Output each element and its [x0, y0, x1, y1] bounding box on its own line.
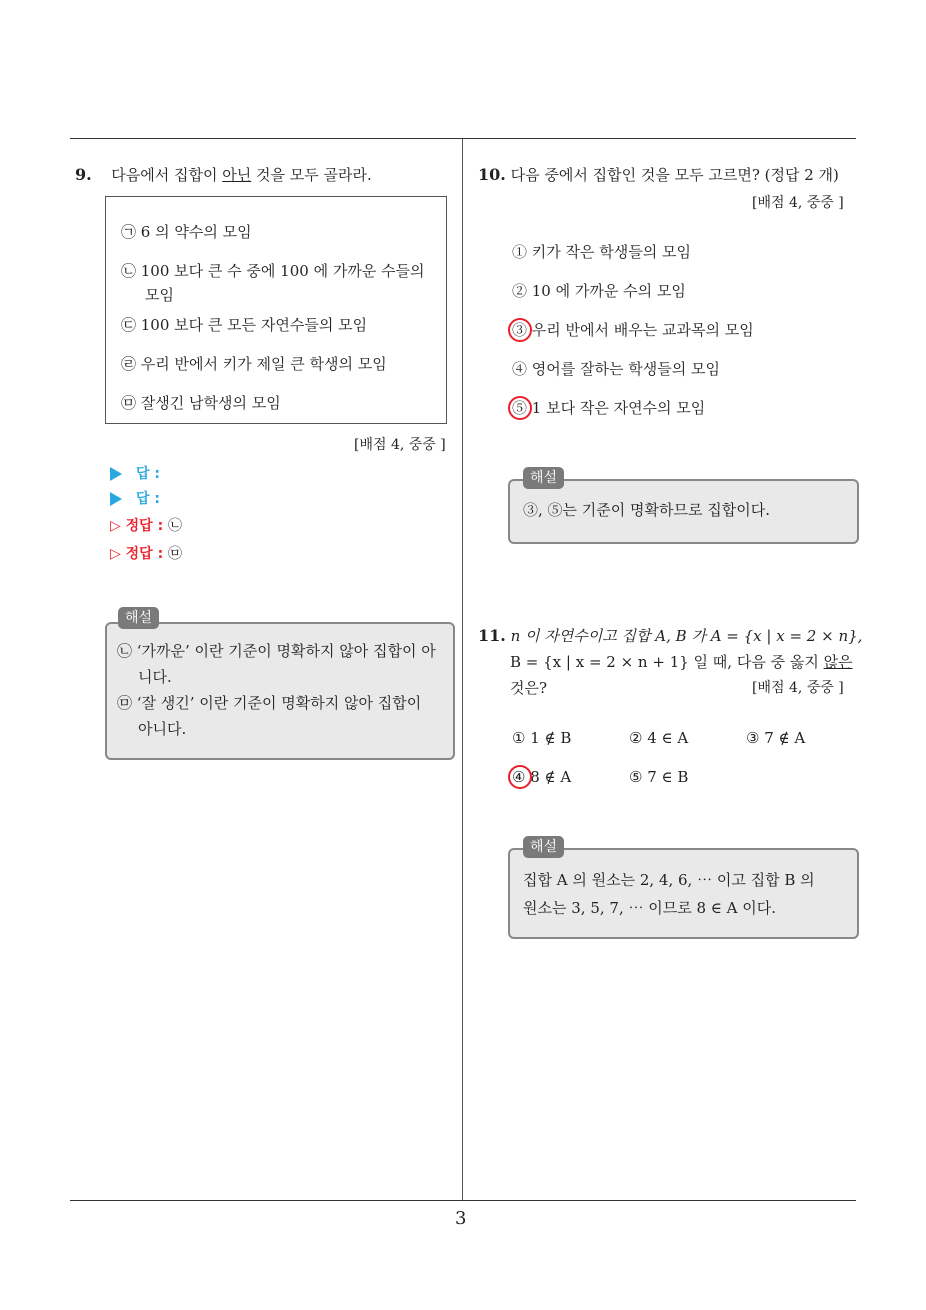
q9-number: 9.	[75, 165, 92, 184]
q11-line-2-underlined: 않은	[823, 653, 853, 671]
q10-option-3: ③ 우리 반에서 배우는 교과목의 모임	[512, 321, 754, 339]
q11-option-4: ④ 8 ∉ A	[512, 768, 572, 786]
q9-answer-row-1	[110, 464, 160, 484]
q10-score: [배점 4, 중중 ]	[752, 195, 844, 211]
q10-prompt	[478, 163, 839, 187]
q10-option-5: ⑤ 1 보다 작은 자연수의 모임	[512, 399, 706, 417]
q10-option-4: ④ 영어를 잘하는 학생들의 모임	[512, 360, 720, 378]
q9-item-3: ㉢ 100 보다 큰 모든 자연수들의 모임	[121, 316, 368, 334]
q10-option-2: ② 10 에 가까운 수의 모임	[512, 282, 686, 300]
q9-answer-row-2	[110, 489, 160, 509]
q11-line-3: 것은?	[510, 679, 548, 697]
page-number: 3	[455, 1208, 467, 1229]
q9-prompt	[75, 163, 372, 187]
play-icon	[110, 467, 122, 481]
q9-expl-line-1: ㉡ ‘가까운’ 이란 기준이 명확하지 않아 집합이 아	[117, 642, 436, 660]
q9-correct-1: ㉡	[168, 518, 183, 534]
q9-answer-label-2: 답 :	[136, 491, 160, 507]
q9-text-before: 다음에서 집합이	[111, 166, 223, 184]
q9-correct-row-1	[110, 516, 182, 536]
q9-correct-row-2	[110, 544, 182, 564]
q9-item-2-cont: 모임	[145, 286, 174, 304]
q9-item-1: ㉠ 6 의 약수의 모임	[121, 223, 252, 241]
q9-answer-label-1: 답 :	[136, 466, 160, 482]
q9-expl-line-3: ㉤ ‘잘 생긴’ 이란 기준이 명확하지 않아 집합이	[117, 694, 422, 712]
q10-text: 다음 중에서 집합인 것을 모두 고르면? (정답 2 개)	[510, 166, 839, 184]
q11-option-3: ③ 7 ∉ A	[746, 729, 806, 747]
q11-option-5: ⑤ 7 ∈ B	[629, 768, 689, 786]
column-divider	[462, 139, 463, 1201]
play-icon	[110, 492, 122, 506]
q9-score: [배점 4, 중중 ]	[354, 437, 446, 453]
q11-score: [배점 4, 중중 ]	[752, 680, 844, 696]
q10-number: 10.	[478, 165, 506, 184]
answer-circle-mark	[508, 396, 532, 420]
answer-circle-mark	[508, 318, 532, 342]
q11-expl-line-2: 원소는 3, 5, 7, ⋯ 이므로 8 ∈ A 이다.	[523, 899, 777, 917]
q9-explanation-tag: 해설	[118, 607, 159, 629]
q9-item-2: ㉡ 100 보다 큰 수 중에 100 에 가까운 수들의	[121, 262, 425, 280]
q10-option-1: ① 키가 작은 학생들의 모임	[512, 243, 691, 261]
q11-number: 11.	[478, 626, 506, 645]
answer-circle-mark	[508, 765, 532, 789]
q11-explanation-tag: 해설	[523, 836, 564, 858]
q9-item-4: ㉣ 우리 반에서 키가 제일 큰 학생의 모임	[121, 355, 387, 373]
q9-item-5: ㉤ 잘생긴 남학생의 모임	[121, 394, 281, 412]
q11-line-1	[478, 624, 862, 648]
q9-text-after: 것을 모두 골라라.	[251, 166, 372, 184]
q11-expl-line-1: 집합 A 의 원소는 2, 4, 6, ⋯ 이고 집합 B 의	[523, 871, 815, 889]
q11-option-2: ② 4 ∈ A	[629, 729, 689, 747]
q11-option-1: ① 1 ∉ B	[512, 729, 572, 747]
top-rule	[70, 138, 856, 139]
q11-line-2-text: B = {x | x = 2 × n + 1} 일 때, 다음 중 옳지	[510, 653, 824, 671]
q11-line-2	[510, 650, 853, 674]
q11-line-1-text: n 이 자연수이고 집합 A, B 가 A = {x | x = 2 × n},	[510, 627, 863, 645]
bottom-rule	[70, 1200, 856, 1201]
q11-explanation-box	[508, 848, 859, 939]
q9-expl-line-2: 니다.	[138, 668, 172, 686]
q9-text-underlined: 아닌	[222, 166, 252, 184]
q9-correct-prefix-1: ▷ 정답 :	[110, 518, 164, 534]
q9-expl-line-4: 아니다.	[138, 720, 187, 738]
q10-expl-text: ③, ⑤는 기준이 명확하므로 집합이다.	[523, 501, 770, 519]
q9-correct-prefix-2: ▷ 정답 :	[110, 546, 164, 562]
q10-explanation-tag: 해설	[523, 467, 564, 489]
q9-correct-2: ㉤	[168, 546, 183, 562]
